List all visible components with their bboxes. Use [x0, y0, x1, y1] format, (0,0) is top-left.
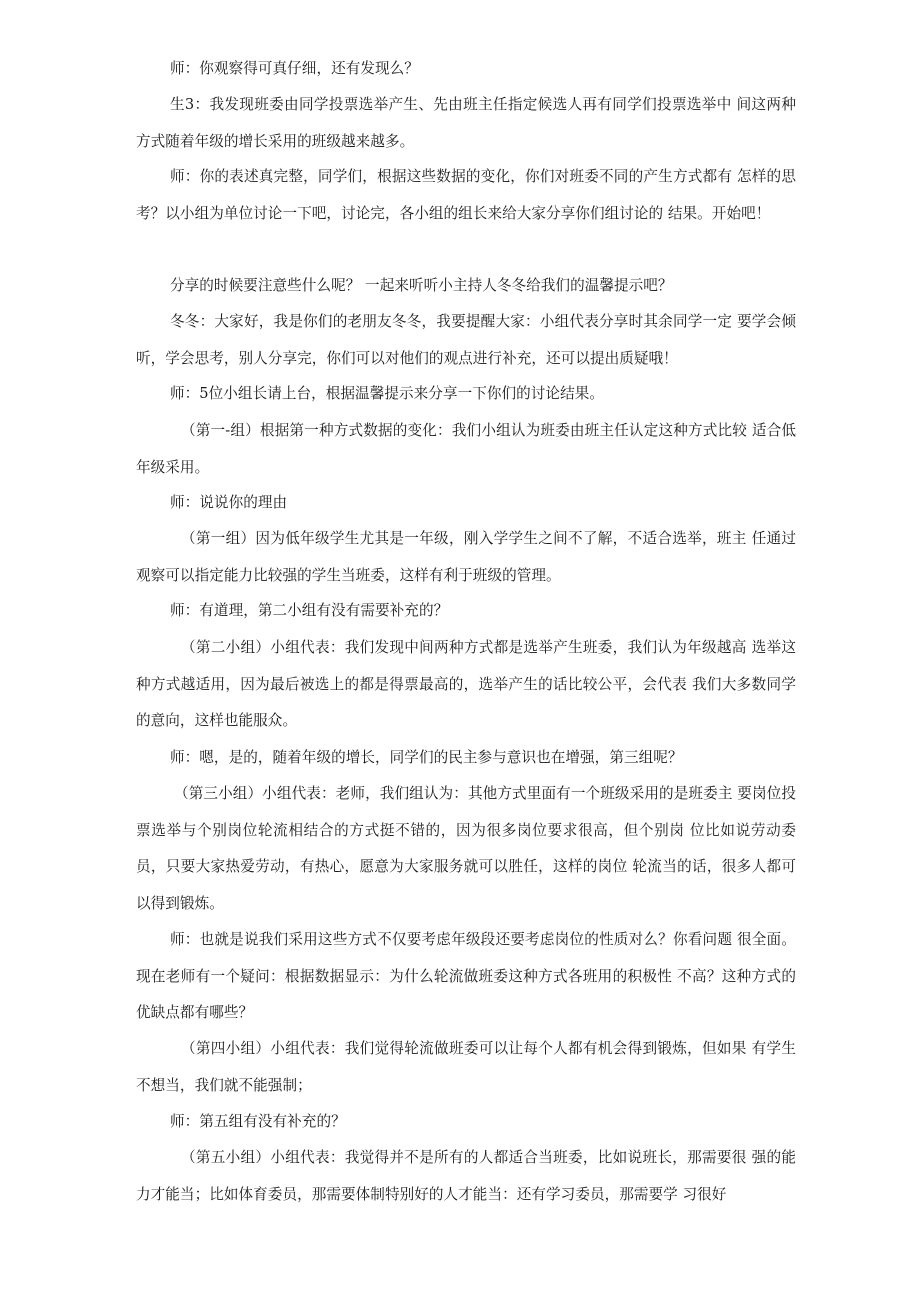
paragraph-11: （第二小组）小组代表：我们发现中间两种方式都是选举产生班委，我们认为年级越高 选举这种方式越适用，因为最后被选上的都是得票最高的，选举产生的话比较公平，会代表 我们大多数同学的意向，这样也能服众。 — [136, 639, 796, 729]
paragraph-2: 生3：我发现班委由同学投票选举产生、先由班主任指定候选人再有同学们投票选举中 间这两种方式随着年级的增长采用的班级越来越多。 — [136, 96, 796, 150]
paragraph-1: 师：你观察得可真仔细，还有发现么？ — [170, 60, 419, 77]
paragraph-15: （第四小组）小组代表：我们觉得轮流做班委可以让每个人都有机会得到锻炼，但如果 有学生不想当，我们就不能强制； — [136, 1040, 796, 1094]
paragraph-10: 师：有道理，第二小组有没有需要补充的？ — [170, 602, 449, 619]
paragraph-6: 师：5位小组长请上台，根据温馨提示来分享一下你们的讨论结果。 — [170, 385, 605, 402]
paragraph-12: 师：嗯，是的，随着年级的增长，同学们的民主参与意识也在增强，第三组呢？ — [170, 749, 683, 766]
paragraph-9: （第一组）因为低年级学生尤其是一年级，刚入学学生之间不了解，不适合选举，班主 任通过观察可以指定能力比较强的学生当班委，这样有利于班级的管理。 — [136, 530, 796, 584]
paragraph-13: （第三小组）小组代表：老师，我们组认为：其他方式里面有一个班级采用的是班委主 要岗位投票选举与个别岗位轮流相结合的方式挺不错的，因为很多岗位要求很高，但个别岗 位比如说劳动委员，只要大家热爱劳动，有热心，愿意为大家服务就可以胜任，这样的岗位 轮流当的话，很多人都可以得到锻炼。 — [136, 785, 796, 912]
paragraph-14: 师：也就是说我们采用这些方式不仅要考虑年级段还要考虑岗位的性质对么？你看问题 很全面。现在老师有一个疑问：根据数据显示：为什么轮流做班委这种方式各班用的积极性 不高？这种方式的优缺点都有哪些？ — [136, 931, 796, 1021]
paragraph-4: 分享的时候要注意些什么呢？ 一起来听听小主持人冬冬给我们的温馨提示吧？ — [170, 277, 673, 294]
paragraph-5: 冬冬：大家好，我是你们的老朋友冬冬，我要提醒大家：小组代表分享时其余同学一定 要学会倾听，学会思考，别人分享完，你们可以对他们的观点进行补充，还可以提出质疑哦！ — [136, 313, 796, 367]
paragraph-3: 师：你的表述真完整，同学们，根据这些数据的变化，你们对班委不同的产生方式都有 怎样的思考？以小组为单位讨论一下吧，讨论完，各小组的组长来给大家分享你们组讨论的 结果。开始吧！ — [136, 168, 796, 222]
paragraph-7: （第一-组）根据第一种方式数据的变化：我们小组认为班委由班主任认定这种方式比较 适合低年级采用。 — [136, 422, 796, 476]
paragraph-17: （第五小组）小组代表：我觉得并不是所有的人都适合当班委，比如说班长，那需要很 强的能力才能当；比如体育委员，那需要体制特别好的人才能当：还有学习委员，那需要学 习很好 — [136, 1149, 796, 1203]
paragraph-16: 师：第五组有没有补充的？ — [170, 1113, 346, 1130]
paragraph-8: 师：说说你的理由 — [170, 494, 288, 511]
